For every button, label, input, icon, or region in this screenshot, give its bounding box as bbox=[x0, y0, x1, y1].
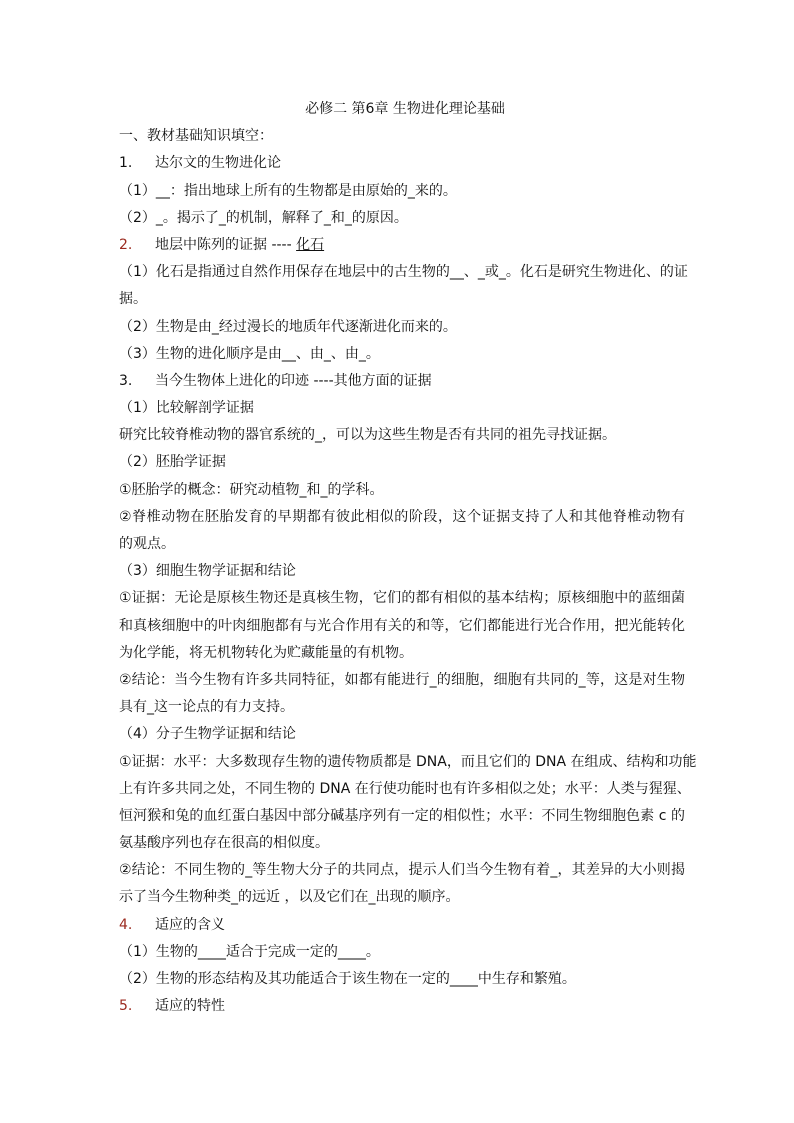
text-line: （2）_。揭示了_的机制，解释了_和_的原因。 bbox=[119, 209, 408, 226]
text-line: 为化学能，将无机物转化为贮藏能量的有机物。 bbox=[119, 644, 413, 661]
text-line: 上有许多共同之处，不同生物的 DNA 在行使功能时也有许多相似之处；水平：人类与猩猩、 bbox=[119, 780, 691, 797]
text-line: 恒河猴和兔的血红蛋白基因中部分碱基序列有一定的相似性；水平：不同生物细胞色素 c 的 bbox=[119, 807, 685, 824]
heading-number: 5. bbox=[119, 998, 133, 1015]
text-line: （1）化石是指通过自然作用保存在地层中的古生物的__、_或_。化石是研究生物进化、的证 bbox=[119, 264, 688, 281]
heading-number: 3. bbox=[119, 372, 133, 389]
text-line: 和真核细胞中的叶肉细胞都有与光合作用有关的和等，它们都能进行光合作用，把光能转化 bbox=[119, 617, 685, 634]
text-line: 的观点。 bbox=[119, 536, 175, 552]
text-line: （3）生物的进化顺序是由__、由_、由_。 bbox=[119, 345, 380, 362]
text-line: ①证据：无论是原核生物还是真核生物，它们的都有相似的基本结构；原核细胞中的蓝细菌 bbox=[119, 590, 685, 607]
heading-5 bbox=[119, 993, 685, 1020]
text-line: ②结论：不同生物的_等生物大分子的共同点，提示人们当今生物有着_，其差异的大小则揭 bbox=[119, 862, 685, 879]
text-line: 示了当今生物种类_的远近 ，以及它们在_出现的顺序。 bbox=[119, 889, 460, 906]
heading-number: 1. bbox=[119, 155, 133, 172]
text-line: ①胚胎学的概念：研究动植物_和_的学科。 bbox=[119, 481, 384, 498]
heading-number: 2. bbox=[119, 236, 133, 253]
heading-text: 地层中陈列的证据 ---- bbox=[155, 236, 297, 253]
page-title: 必修二 第6章 生物进化理论基础 bbox=[305, 101, 505, 117]
text-line: ②脊椎动物在胚胎发育的早期都有彼此相似的阶段，这个证据支持了人和其他脊椎动物有 bbox=[119, 508, 685, 525]
heading-text: 当今生物体上进化的印迹 ----其他方面的证据 bbox=[155, 372, 432, 389]
text-line: 研究比较脊椎动物的器官系统的_，可以为这些生物是否有共同的祖先寻找证据。 bbox=[119, 427, 616, 444]
heading-number: 4. bbox=[119, 916, 133, 933]
subheading: （2）胚胎学证据 bbox=[119, 454, 226, 471]
text-line: 据。 bbox=[119, 291, 147, 308]
text-line: 具有_这一论点的有力支持。 bbox=[119, 699, 294, 716]
heading-text: 适应的特性 bbox=[155, 998, 225, 1015]
heading-text: 达尔文的生物进化论 bbox=[155, 155, 281, 172]
text-line: （2）生物的形态结构及其功能适合于该生物在一定的____中生存和繁殖。 bbox=[119, 971, 576, 987]
text-line: （1）__：指出地球上所有的生物都是由原始的_来的。 bbox=[119, 182, 457, 199]
section-heading: 一、教材基础知识填空： bbox=[119, 128, 273, 145]
text-line: ②结论：当今生物有许多共同特征，如都有能进行_的细胞，细胞有共同的_等，这是对生物 bbox=[119, 671, 685, 688]
heading-text: 适应的含义 bbox=[155, 916, 225, 933]
text-line: （1）生物的____适合于完成一定的____。 bbox=[119, 943, 380, 960]
text-line: ①证据：水平：大多数现存生物的遗传物质都是 DNA，而且它们的 DNA 在组成、结构和功能 bbox=[119, 753, 697, 770]
heading-4 bbox=[119, 912, 685, 939]
document-page bbox=[119, 96, 697, 1020]
subheading: （4）分子生物学证据和结论 bbox=[119, 726, 296, 743]
heading-1 bbox=[119, 150, 685, 177]
heading-3 bbox=[119, 368, 685, 395]
subheading: （3）细胞生物学证据和结论 bbox=[119, 563, 296, 580]
text-line: 氨基酸序列也存在很高的相似度。 bbox=[119, 835, 329, 852]
subheading: （1）比较解剖学证据 bbox=[119, 400, 254, 417]
text-line: （2）生物是由_经过漫长的地质年代逐渐进化而来的。 bbox=[119, 318, 457, 335]
heading-2 bbox=[119, 232, 685, 259]
heading-underlined: 化石 bbox=[296, 236, 325, 253]
